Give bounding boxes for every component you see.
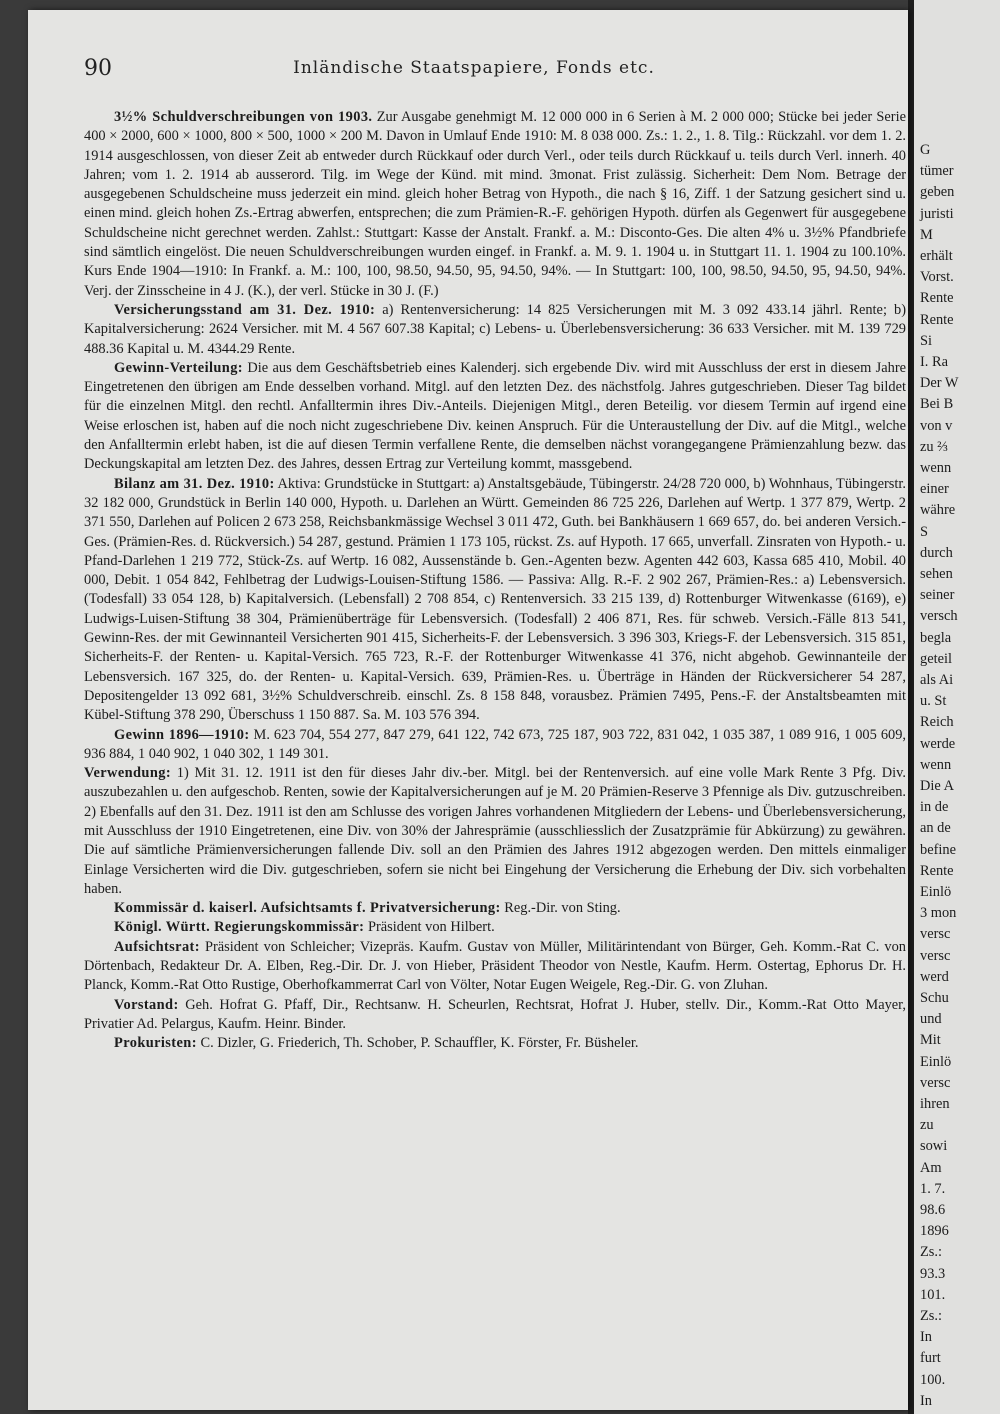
paragraph-text: Die aus dem Geschäftsbetrieb eines Kalenderj. sich ergebende Div. wird mit Ausschluss der erst in diesem Jahre Eingetretenen den übrigen am Ende desselben vorhand. Mitgl. auf den letzten Dez. des nächstfolg. Jahres gutgeschrieben. Dieser Tag bildet für die einzelnen Mitgl. den rechtl. Anfalltermin ihres Div.-Anteils. Diejenigen Mitgl., deren Beteilig. vor diesem Termin auf irgend eine Weise erloschen ist, haben auf die noch nicht zugeschriebene Div. keinen Anspruch. Für die Unteraustellung der Div. auf die Mitgl., welche den Anfalltermin erlebt haben, ist die auf diesen Termin verfallene Rente, die demselben nächst vorangegangene Prämienzahlung bezw. das Deckungskapital am letzten Dez. des Jahres, dessen Ertrag zur Verteilung kommt, massgebend.: [84, 359, 906, 473]
adjacent-page-line: sowi: [920, 1138, 948, 1155]
paragraph-lead: Gewinn-Verteilung:: [114, 359, 243, 376]
adjacent-page-line: erhält: [920, 248, 953, 264]
adjacent-page-line: wenn: [920, 756, 952, 773]
adjacent-page-line: Mit: [920, 1032, 941, 1049]
paragraph-lead: Königl. Württ. Regierungskommissär:: [114, 919, 365, 936]
paragraph-lead: Vorstand:: [114, 996, 179, 1013]
adjacent-page-line: u. St: [920, 693, 947, 710]
adjacent-page-line: geben: [920, 184, 955, 201]
adjacent-page-line: begla: [920, 629, 952, 646]
paragraph-text: Präsident von Schleicher; Vizepräs. Kaufm. Gustav von Müller, Militärintendant von Bürger, Geh. Komm.-Rat C. von Dörtenbach, Redakteur Dr. A. Elben, Reg.-Dir. Dr. J. von Hieber, Präsident Theodor von Nestle, Kaufm. Herm. Ostertag, Ephorus Dr. H. Planck, Komm.-Rat Otto Rustige, Oberhofkammerrat Carl von Völter, Notar Eugen Weigele, Reg.-Dir. G. von Zluhan.: [84, 938, 906, 994]
paragraph-text: Zur Ausgabe genehmigt M. 12 000 000 in 6 Serien à M. 2 000 000; Stücke bei jeder Serie 400 × 2000, 600 × 1000, 800 × 500, 1000 × 200 M. Davon in Umlauf Ende 1910: M. 8 038 000. Zs.: 1. 2., 1. 8. Tilg.: Rückzahl. vor dem 1. 2. 1914 ausgeschlossen, von dieser Zeit ab entweder durch Rückkauf oder durch Verl., oder teils durch Rückkauf u. teils durch Verl. innerh. 40 Jahren; vom 1. 2. 1914 ab ausserord. Tilg. im Wege der Künd. mit mind. 3monat. Frist zulässig. Sicherheit: Dem Nom. Betrage der ausgegebenen Schuldscheine muss jederzeit ein mind. gleich hoher Betrag von Hypoth., die nach § 16, Ziff. 1 der Satzung gesichert sind u. einen mind. gleich hohen Zs.-Ertrag abwerfen, entsprechen; die zum Prämien-R.-F. gehörigen Hypoth. dürfen als Gegenwert für ausgegebene Schuldscheine nicht gerechnet werden. Zahlst.: Stuttgart: Kasse der Anstalt. Frankf. a. M.: Disconto-Ges. Die alten 4% u. 3½% Pfandbriefe sind sämtlich eingelöst. Die neuen Schuldverschreibungen wurden eingef. in Frankf. a. M. 9. 1. 1904 u. in Stuttgart 11. 1. 1904 zu 100.10%. Kurs Ende 1904—1910: In Frankf. a. M.: 100, 100, 98.50, 94.50, 95, 94.50, 94%. — In Stuttgart: 100, 100, 98.50, 94.50, 95, 94.50, 94%. Verj. der Zinsscheine in 4 J. (K.), der verl. Stücke in 30 J. (F.): [84, 109, 906, 299]
paragraph-lead: Verwendung:: [84, 765, 172, 782]
adjacent-page-line: Reich: [920, 714, 954, 731]
paragraph-aufsichtsrat: [84, 938, 906, 996]
adjacent-page-line: G: [920, 142, 931, 158]
page-number: 90: [84, 56, 112, 81]
adjacent-page-line: als Ai: [920, 672, 954, 688]
paragraph-schuldverschreibungen: [84, 108, 906, 301]
adjacent-page-line: Am: [920, 1159, 942, 1176]
paragraph-text: Aktiva: Grundstücke in Stuttgart: a) Anstaltsgebäude, Tübingerstr. 24/28 720 000, b) Wohnhaus, Tübingerstr. 32 182 000, Grundstück in Berlin 140 000, Hypoth. u. Darlehen an Württ. Gemeinden 86 725 226, Darlehen auf Wertp. 1 377 879, Wertp. 2 371 550, Darlehen auf Policen 2 673 258, Reichsbankmässige Wechsel 3 011 472, Guth. bei Bankhäusern 1 669 657, do. bei anderen Versich.-Ges. (Prämien-Res. d. Rückversich.) 54 287, gestund. Prämien 1 173 105, rückst. Zs. auf Hypoth. 17 665, unverfall. Zinsraten von Hypoth.- u. Pfand-Darlehen 1 219 772, Stück-Zs. auf Wertp. 16 082, Aussenstände b. Gen.-Agenten bezw. Agenten 442 603, Kassa 685 410, Mobil. 40 000, Debit. 1 054 842, Fehlbetrag der Ludwigs-Louisen-Stiftung 1586. — Passiva: Allg. R.-F. 2 902 267, Prämien-Res.: a) Lebensversich. (Todesfall) 33 054 128, b) Kapitalversich. (Lebensfall) 2 708 854, c) Rentenversich. 33 215 139, d) Rottenburger Witwenkasse (6169), e) Ludwigs-Luisen-Stiftung 38 304, Prämienüberträge für Lebensversich. (Todesfall) 2 406 871, Res. für schweb. Versich.-Fälle 813 541, Gewinn-Res. der mit Gewinnanteil Versicherten 901 415, Sicherheits-F. der Lebensversich. 3 396 303, Kriegs-F. der Lebensversich. 315 851, Sicherheits-F. der Renten- u. Kapital-Versich. 765 723, R.-F. der Rottenburger Witwenkasse 41 376, nicht abgehob. Gewinnanteile der Lebensversich. 167 325, do. der Renten- u. Kapital-Versich. 639, Prämien-Res. u. Überträge in Händen der Rückversicherer 54 287, Depositengelder 13 092 681, 3½% Schuldverschreib. einschl. Zs. 8 158 848, vorausbez. Prämien 7495, Pens.-F. der Anstaltsbeamten mit Kübel-Stiftung 378 290, Überschuss 1 150 887. Sa. M. 103 576 394.: [84, 475, 906, 724]
adjacent-page-line: 93.3: [920, 1265, 946, 1282]
paragraph-lead: Prokuristen:: [114, 1035, 197, 1052]
adjacent-page-line: 3 mon: [920, 905, 957, 922]
adjacent-page-line: versch: [920, 608, 958, 625]
adjacent-page-line: Rente: [920, 862, 954, 879]
adjacent-page-line: M: [920, 226, 933, 243]
adjacent-page-fragment: [914, 0, 1000, 1414]
page-header: [84, 56, 904, 96]
adjacent-page-line: Schu: [920, 990, 949, 1006]
adjacent-page-line: In: [920, 1392, 932, 1409]
adjacent-page-line: Rente: [920, 290, 954, 307]
adjacent-page-line: 101.: [920, 1286, 946, 1303]
adjacent-page-line: 1. 7.: [920, 1180, 946, 1197]
adjacent-page-line: werde: [920, 735, 956, 752]
page-body: [84, 108, 906, 1054]
paragraph-vorstand: [84, 996, 906, 1035]
adjacent-page-line: zu ⅔: [920, 438, 948, 455]
paragraph-lead: Gewinn 1896—1910:: [114, 726, 250, 743]
paragraph-text: a) Rentenversicherung: 14 825 Versicherungen mit M. 3 092 433.14 jährl. Rente; b) Kapitalversicherung: 2624 Versicher. mit M. 4 567 607.38 Kapital; c) Lebens- u. Überlebensversicherung: 36 633 Versicher. mit M. 139 729 488.36 Kapital u. M. 4344.29 Rente.: [84, 301, 906, 357]
paragraph-verwendung: [84, 764, 906, 899]
adjacent-page-line: S: [920, 523, 929, 540]
adjacent-page-line: befine: [920, 841, 956, 858]
paragraph-gewinn-verteilung: [84, 359, 906, 475]
running-title: Inländische Staatspapiere, Fonds etc.: [293, 58, 655, 78]
paragraph-lead: Versicherungsstand am 31. Dez. 1910:: [114, 301, 376, 318]
adjacent-page-line: von v: [920, 417, 953, 434]
adjacent-page-line: ihren: [920, 1096, 950, 1112]
adjacent-page-line: Zs.:: [920, 1244, 942, 1261]
adjacent-page-line: einer: [920, 481, 949, 498]
adjacent-page-line: Si: [920, 332, 933, 349]
adjacent-page-line: 1896: [920, 1223, 949, 1240]
paragraph-versicherungsstand: [84, 301, 906, 359]
adjacent-page-line: juristi: [920, 205, 954, 222]
adjacent-page-line: versc: [920, 926, 951, 943]
adjacent-page-line: Der W: [920, 375, 959, 392]
paragraph-gewinn: [84, 726, 906, 765]
adjacent-page-line: in de: [920, 799, 949, 816]
adjacent-page-line: tümer: [920, 163, 954, 180]
adjacent-page-line: seiner: [920, 587, 955, 604]
adjacent-page-line: 100.: [920, 1371, 946, 1388]
paragraph-kommissaer: [84, 899, 906, 918]
adjacent-page-line: In: [920, 1329, 932, 1346]
adjacent-page-line: Einlö: [920, 1053, 952, 1070]
adjacent-page-line: versc: [920, 947, 951, 964]
paragraph-text: Geh. Hofrat G. Pfaff, Dir., Rechtsanw. H. Scheurlen, Rechtsrat, Hofrat J. Huber, stellv. Dir., Komm.-Rat Otto Mayer, Privatier Ad. Pelargus, Kaufm. Heinr. Binder.: [84, 996, 906, 1032]
paragraph-text: M. 623 704, 554 277, 847 279, 641 122, 742 673, 725 187, 903 722, 831 042, 1 035 387, 1 089 916, 1 005 609, 936 884, 1 040 902, 1 040 302, 1 149 301.: [84, 726, 907, 762]
adjacent-page-line: sehen: [920, 566, 953, 582]
adjacent-page-line: währe: [920, 502, 956, 519]
paragraph-text: 1) Mit 31. 12. 1911 ist den für dieses Jahr div.-ber. Mitgl. bei der Rentenversich. auf eine volle Mark Rente 3 Pfg. Div. auszubezahlen u. den aufgeschob. Renten, sowie der Kapitalversicherungen auf je M. 20 Prämien-Reserve 3 Pfennige als Div. gutzuschreiben. 2) Ebenfalls auf den 31. Dez. 1911 ist den am Schlusse des vorigen Jahres vorhandenen Mitgliedern der Lebens- und Überlebensversicherung, mit Ausschluss der 1910 Eingetretenen, eine Div. von 30% der Jahresprämie (ausschliesslich der Zusatzprämie für Abkürzung) zu gewähren. Die auf sämtliche Prämienversicherungen fallende Div. soll an den Prämien des Jahres 1912 abgezogen werden. Den mittels einmaliger Einlage Versicherten wird die Div. gutgeschrieben, sofern sie nicht bei Eingehung der Versicherung die Erhebung der Div. sich vorbehalten haben.: [84, 765, 906, 897]
adjacent-page-line: und: [920, 1011, 942, 1028]
paragraph-lead: Aufsichtsrat:: [114, 938, 200, 955]
adjacent-page-line: I. Ra: [920, 354, 948, 370]
paragraph-lead: Bilanz am 31. Dez. 1910:: [114, 475, 275, 492]
adjacent-page-line: zu: [920, 1117, 934, 1134]
adjacent-page-line: Rente: [920, 311, 954, 328]
document-page: [28, 10, 908, 1410]
adjacent-page-line: werd: [920, 968, 949, 985]
adjacent-page-line: 98.6: [920, 1202, 946, 1218]
paragraph-regierungskommissaer: [84, 918, 906, 937]
adjacent-page-line: Vorst.: [920, 269, 954, 286]
paragraph-text: Reg.-Dir. von Sting.: [500, 900, 621, 917]
adjacent-page-line: Bei B: [920, 396, 954, 413]
adjacent-page-line: Zs.:: [920, 1308, 942, 1324]
adjacent-page-line: durch: [920, 544, 953, 561]
adjacent-page-line: geteil: [920, 650, 952, 667]
paragraph-lead: Kommissär d. kaiserl. Aufsichtsamts f. Privatversicherung:: [114, 900, 501, 917]
adjacent-page-line: versc: [920, 1074, 951, 1091]
paragraph-bilanz: [84, 475, 906, 726]
paragraph-text: C. Dizler, G. Friederich, Th. Schober, P. Schauffler, K. Förster, Fr. Büsheler.: [196, 1035, 639, 1052]
adjacent-page-line: Die A: [920, 778, 954, 794]
adjacent-page-line: furt: [920, 1350, 941, 1367]
adjacent-page-line: Einlö: [920, 884, 952, 900]
paragraph-text: Präsident von Hilbert.: [364, 919, 495, 936]
paragraph-prokuristen: [84, 1034, 906, 1053]
adjacent-page-line: an de: [920, 820, 951, 837]
paragraph-lead: 3½% Schuldverschreibungen von 1903.: [114, 109, 373, 125]
adjacent-page-line: wenn: [920, 460, 952, 476]
